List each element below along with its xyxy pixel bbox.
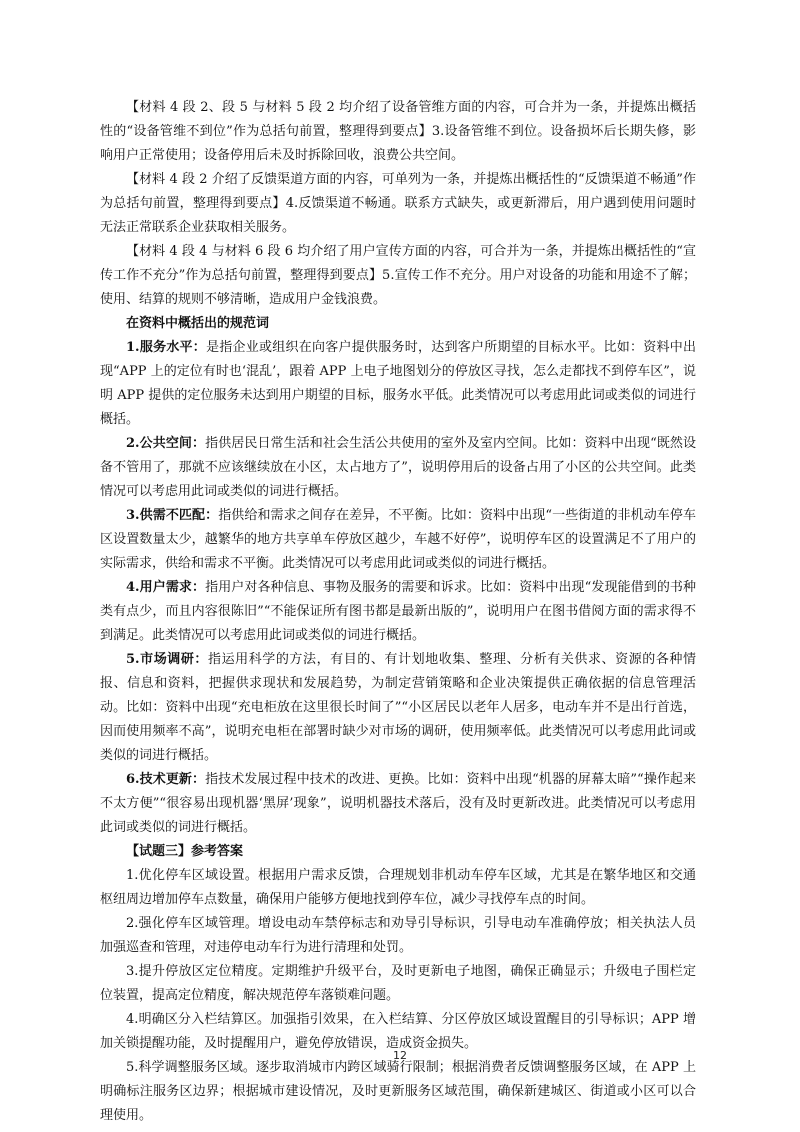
terms-heading: 在资料中概括出的规范词 — [126, 316, 270, 331]
term-entry — [100, 504, 696, 576]
term-name: 2.公共空间： — [126, 436, 206, 451]
answer-item: 5.科学调整服务区域。逐步取消城市内跨区域骑行限制；根据消费者反馈调整服务区域，在 APP 上明确标注服务区边界；根据城市建设情况，及时更新服务区域范围，确保新建城区、街道或小区可以合理使用。 — [100, 1060, 696, 1123]
answer-heading: 【试题三】参考答案 — [126, 844, 244, 859]
term-definition: 指供居民日常生活和社会生活公共使用的室外及室内空间。比如：资料中出现“既然设备不管用了，那就不应该继续放在小区，太占地方了”，说明停用后的设备占用了小区的公共空间。此类情况可以考虑用此词或类似的词进行概括。 — [100, 436, 696, 499]
term-entry — [100, 432, 696, 504]
term-name: 5.市场调研： — [126, 652, 208, 667]
term-entry — [100, 648, 696, 768]
answer-item: 4.明确区分入栏结算区。加强指引效果，在入栏结算、分区停放区域设置醒目的引导标识；APP 增加关锁提醒功能，及时提醒用户，避免停放错误，造成资金损失。 — [100, 1012, 696, 1051]
answer-item: 2.强化停车区域管理。增设电动车禁停标志和劝导引导标识，引导电动车准确停放；相关执法人员加强巡查和管理，对违停电动车行为进行清理和处罚。 — [100, 916, 696, 955]
material-note: 【材料 4 段 2 介绍了反馈渠道方面的内容，可单列为一条，并提炼出概括性的“反馈渠道不畅通”作为总括句前置，整理得到要点】4.反馈渠道不畅通。联系方式缺失，或更新滞后，用户遇到使用问题时无法正常联系企业获取相关服务。 — [100, 172, 696, 235]
term-entry — [100, 768, 696, 840]
term-definition: 指运用科学的方法，有目的、有计划地收集、整理、分析有关供求、资源的各种情报、信息和资料，把握供求现状和发展趋势，为制定营销策略和企业决策提供正确依据的信息管理活动。比如：资料中出现“充电柜放在这里很长时间了”“小区居民以老年人居多，电动车并不是出行首选，因而使用频率不高”，说明充电柜在部署时缺少对市场的调研，使用频率低。此类情况可以考虑用此词或类似的词进行概括。 — [100, 652, 696, 763]
term-definition: 指供给和需求之间存在差异，不平衡。比如：资料中出现“一些街道的非机动车停车区设置数量太少，越繁华的地方共享单车停放区越少，车越不好停”，说明停车区的设置满足不了用户的实际需求，供给和需求不平衡。此类情况可以考虑用此词或类似的词进行概括。 — [100, 508, 696, 571]
term-definition: 是指企业或组织在向客户提供服务时，达到客户所期望的目标水平。比如：资料中出现“APP 上的定位有时也‘混乱’，跟着 APP 上电子地图划分的停放区寻找，怎么走都找不到停车区”，说明 APP 提供的定位服务未达到用户期望的目标，服务水平低。此类情况可以考虑用此词或类似的词进行概括。 — [100, 340, 696, 427]
term-name: 4.用户需求： — [126, 580, 206, 595]
term-definition: 指用户对各种信息、事物及服务的需要和诉求。比如：资料中出现“发现能借到的书种类有点少，而且内容很陈旧”“不能保证所有图书都是最新出版的”，说明用户在图书借阅方面的需求得不到满足。此类情况可以考虑用此词或类似的词进行概括。 — [100, 580, 696, 643]
term-definition: 指技术发展过程中技术的改进、更换。比如：资料中出现“机器的屏幕太暗”“操作起来不太方便”“很容易出现机器‘黑屏’现象”，说明机器技术落后，没有及时更新改进。此类情况可以考虑用此词或类似的词进行概括。 — [100, 772, 696, 835]
term-entry — [100, 336, 696, 432]
answer-item: 1.优化停车区域设置。根据用户需求反馈，合理规划非机动车停车区域，尤其是在繁华地区和交通枢纽周边增加停车点数量，确保用户能够方便地找到停车位，减少寻找停车点的时间。 — [100, 868, 696, 907]
term-entry — [100, 576, 696, 648]
page-number: 12 — [393, 1049, 407, 1062]
term-name: 6.技术更新： — [126, 772, 206, 787]
material-note: 【材料 4 段 4 与材料 6 段 6 均介绍了用户宣传方面的内容，可合并为一条，并提炼出概括性的“宣传工作不充分”作为总括句前置，整理得到要点】5.宣传工作不充分。用户对设备的功能和用途不了解；使用、结算的规则不够清晰，造成用户金钱浪费。 — [100, 244, 696, 307]
answer-item: 3.提升停放区定位精度。定期维护升级平台，及时更新电子地图，确保正确显示；升级电子围栏定位装置，提高定位精度，解决规范停车落锁难问题。 — [100, 964, 696, 1003]
term-name: 3.供需不匹配： — [126, 508, 219, 523]
material-note: 【材料 4 段 2、段 5 与材料 5 段 2 均介绍了设备管维方面的内容，可合并为一条，并提炼出概括性的“设备管维不到位”作为总括句前置，整理得到要点】3.设备管维不到位。设备损坏后长期失修，影响用户正常使用；设备停用后未及时拆除回收，浪费公共空间。 — [100, 100, 696, 163]
term-name: 1.服务水平： — [126, 340, 207, 355]
